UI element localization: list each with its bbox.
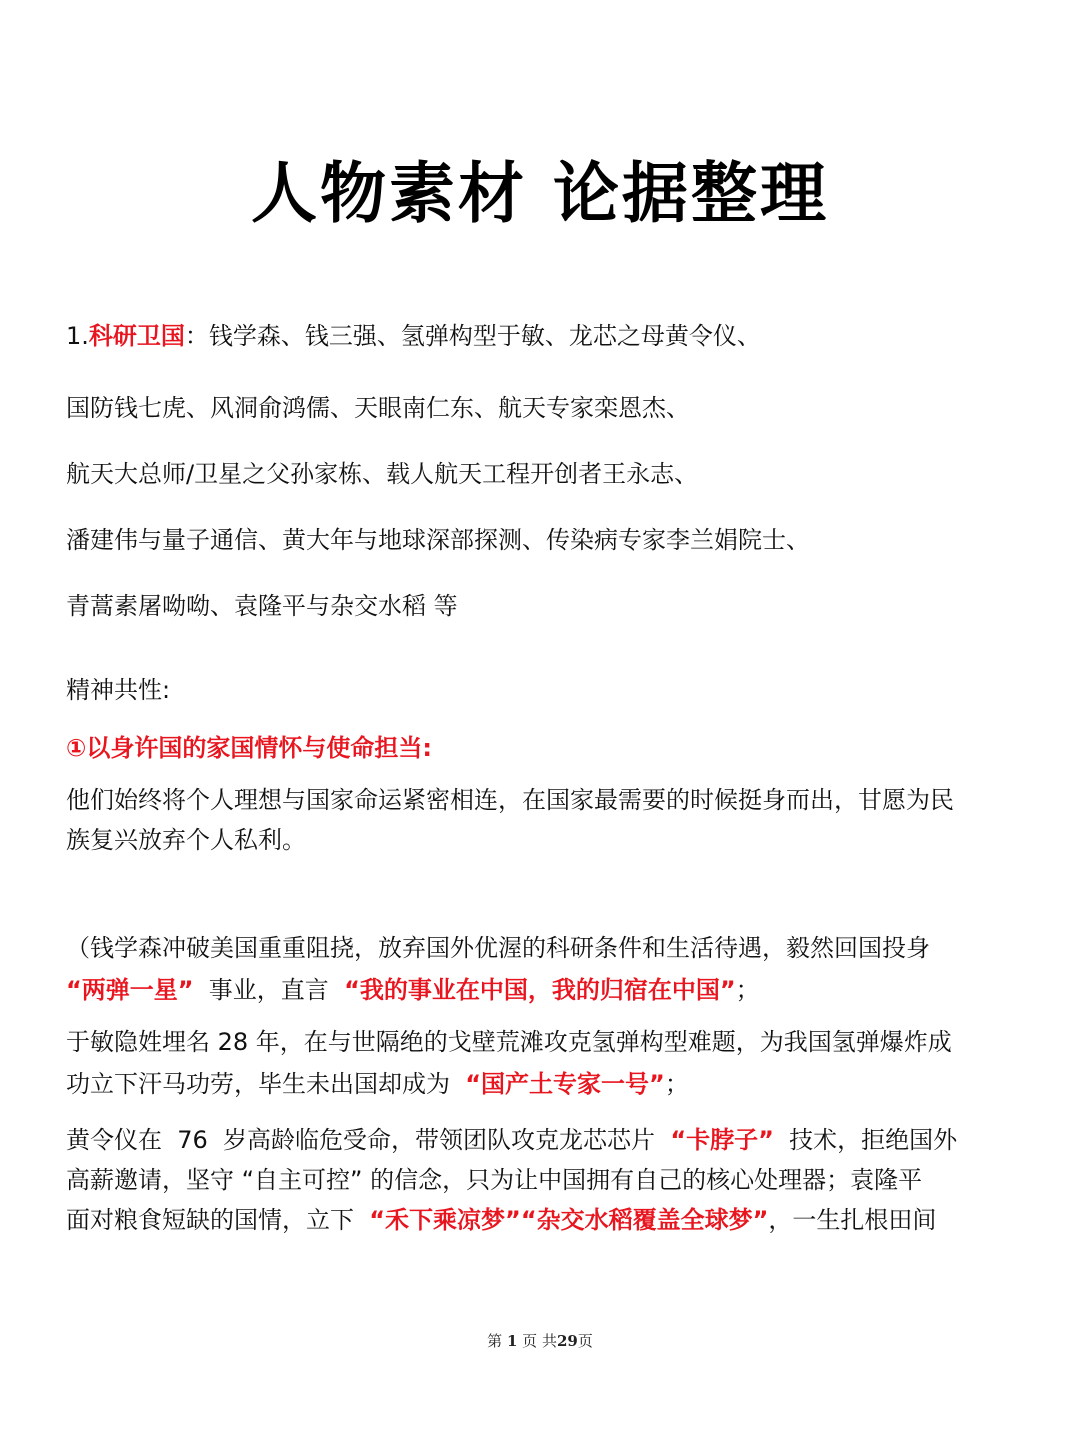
highlight-two-bombs: “两弹一星”: [66, 976, 194, 1004]
footer-total-pages: 29: [556, 1332, 578, 1350]
example-line1: （钱学森冲破美国重重阻挠，放弃国外优渥的科研条件和生活待遇，毅然回国投身: [66, 934, 930, 962]
footer-mid: 页 共: [522, 1332, 557, 1350]
example-line2: [66, 968, 1026, 1012]
section1-line3: 航天大总师/卫星之父孙家栋、载人航天工程开创者王永志、: [66, 460, 699, 488]
example-line5-text: 黄令仪在 76 岁高龄临危受命，带领团队攻克龙芯芯片: [66, 1126, 671, 1154]
section1-number: 1.: [66, 322, 89, 350]
section1-line1: [66, 314, 1026, 358]
example-line2-mid: 事业，直言: [193, 976, 345, 1004]
section1-line2: 国防钱七虎、风洞俞鸿儒、天眼南仁东、航天专家栾恩杰、: [66, 394, 690, 422]
example-line3: 于敏隐姓埋名 28 年，在与世隔绝的戈壁荒滩攻克氢弹构型难题，为我国氢弹爆炸成: [66, 1028, 952, 1056]
highlight-dream2: “杂交水稻覆盖全球梦”: [520, 1206, 769, 1234]
page-title: 人物素材 论据整理: [251, 155, 829, 232]
example-line5: [66, 1118, 1026, 1162]
highlight-quote-qian: “我的事业在中国，我的归宿在中国”: [344, 976, 736, 1004]
footer-page-number: 1: [506, 1332, 518, 1350]
example-line7: [66, 1198, 1026, 1242]
highlight-yu-min: “国产土专家一号”: [465, 1070, 665, 1098]
highlight-dream1: “禾下乘凉梦”: [369, 1206, 521, 1234]
example-line7-end: ，一生扎根田间: [768, 1206, 937, 1234]
example-line6: 高薪邀请，坚守 “自主可控” 的信念，只为让中国拥有自己的核心处理器；袁隆平: [66, 1166, 923, 1194]
section1-line4: 潘建伟与量子通信、黄大年与地球深部探测、传染病专家李兰娟院士、: [66, 526, 810, 554]
example-line5-end: 技术，拒绝国外: [773, 1126, 958, 1154]
example-line2-end: ；: [735, 976, 760, 1004]
para1-line2: 族复兴放弃个人私利。: [66, 826, 306, 854]
para1-line1: 他们始终将个人理想与国家命运紧密相连，在国家最需要的时候挺身而出，甘愿为民: [66, 786, 954, 814]
example-line4-text: 功立下汗马功劳，毕生未出国却成为: [66, 1070, 466, 1098]
point1-title: ①以身许国的家国情怀与使命担当:: [66, 734, 432, 762]
section1-topic: 科研卫国: [88, 322, 185, 350]
example-line4: [66, 1062, 1026, 1106]
example-line4-end: ；: [664, 1070, 689, 1098]
section1-line1-text: ：钱学森、钱三强、氢弹构型于敏、龙芯之母黄令仪、: [184, 322, 761, 350]
section1-line5: 青蒿素屠呦呦、袁隆平与杂交水稻 等: [66, 592, 458, 620]
spirit-heading: 精神共性:: [66, 676, 171, 704]
footer-prefix: 第: [487, 1332, 503, 1350]
footer-suffix: 页: [577, 1332, 593, 1350]
page-footer: [0, 1330, 1080, 1351]
example-line7-text: 面对粮食短缺的国情，立下: [66, 1206, 370, 1234]
highlight-bottleneck: “卡脖子”: [670, 1126, 774, 1154]
